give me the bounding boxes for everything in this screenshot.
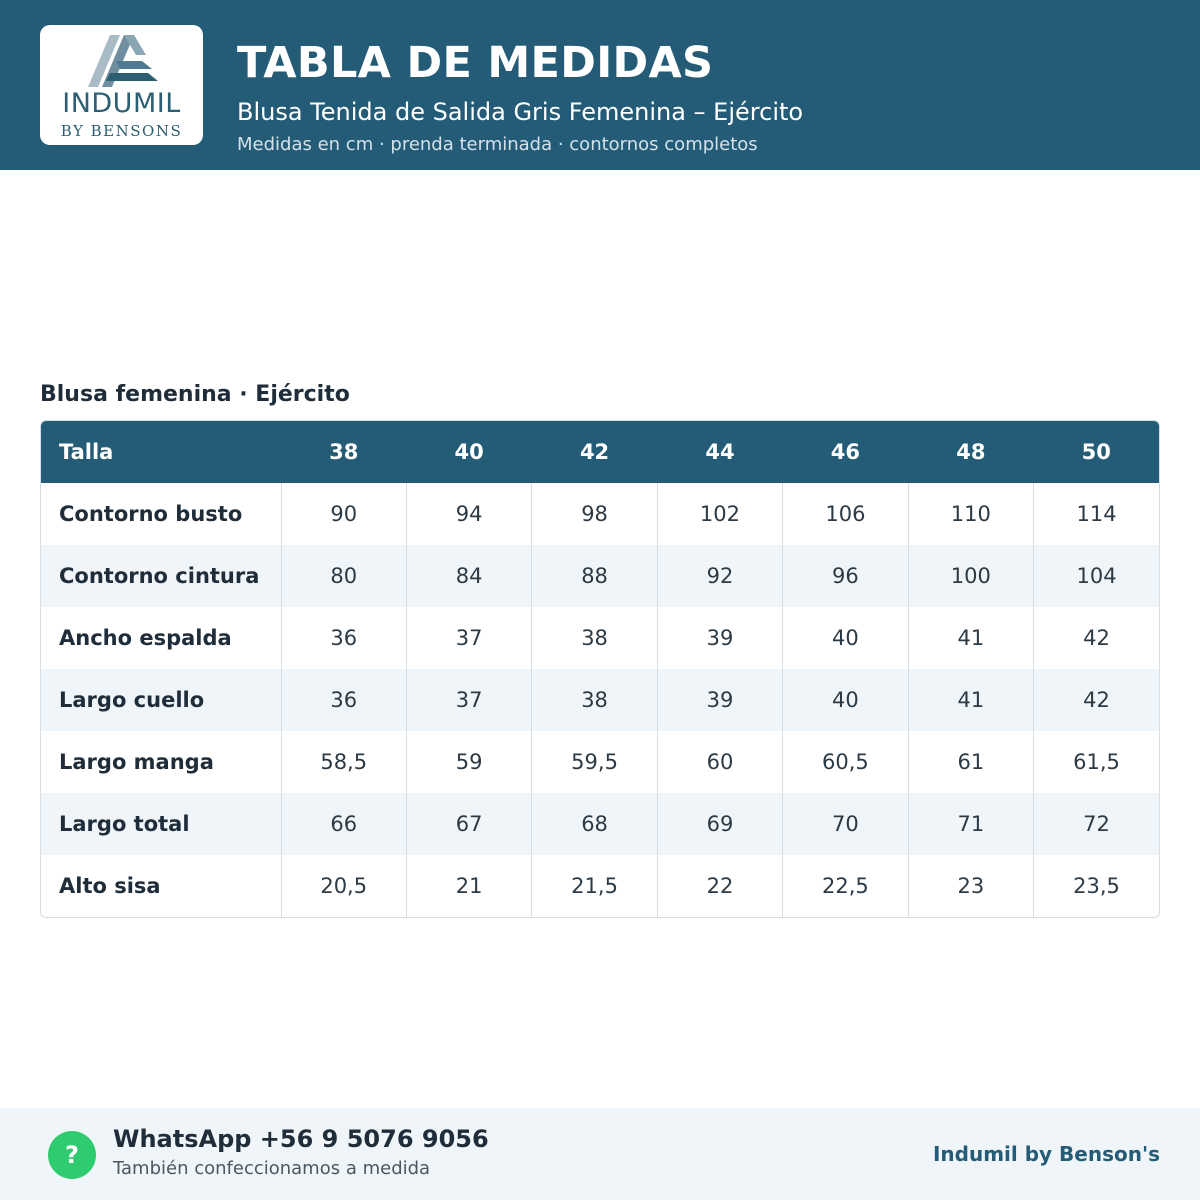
logo-subtitle: BY BENSONS	[60, 122, 183, 140]
table-cell: 104	[1034, 545, 1159, 607]
table-body	[41, 483, 1159, 917]
table-cell: 59,5	[532, 731, 657, 793]
table-cell: 60,5	[783, 731, 908, 793]
whatsapp-icon[interactable]: ?	[48, 1131, 96, 1179]
header-cell-size: 50	[1034, 421, 1159, 483]
table-cell: 94	[406, 483, 531, 545]
table-cell: 42	[1034, 669, 1159, 731]
table-cell: 70	[783, 793, 908, 855]
custom-tailoring-note: También confeccionamos a medida	[113, 1158, 431, 1179]
header-cell-size: 48	[908, 421, 1033, 483]
row-label: Contorno cintura	[41, 545, 281, 607]
table-cell: 84	[406, 545, 531, 607]
table-cell: 102	[657, 483, 782, 545]
logo-name: INDUMIL	[62, 88, 181, 119]
table-row	[41, 793, 1159, 855]
table-cell: 38	[532, 607, 657, 669]
table-cell: 22	[657, 855, 782, 917]
table-cell: 22,5	[783, 855, 908, 917]
table-cell: 36	[281, 669, 406, 731]
table-cell: 66	[281, 793, 406, 855]
table-cell: 42	[1034, 607, 1159, 669]
header-cell-size: 46	[783, 421, 908, 483]
table-cell: 61,5	[1034, 731, 1159, 793]
row-label: Ancho espalda	[59, 626, 232, 650]
table-cell: 41	[908, 607, 1033, 669]
table-cell: 71	[908, 793, 1033, 855]
table-row	[41, 545, 1159, 607]
header-cell-size: 44	[657, 421, 782, 483]
row-label: Largo manga	[59, 750, 214, 774]
table-cell: 21,5	[532, 855, 657, 917]
table-row	[41, 669, 1159, 731]
table-cell: 39	[657, 669, 782, 731]
header-cell-size: 38	[281, 421, 406, 483]
table-cell: 110	[908, 483, 1033, 545]
table-cell: 80	[281, 545, 406, 607]
table-cell: 72	[1034, 793, 1159, 855]
table-cell: 90	[281, 483, 406, 545]
table-cell: 23,5	[1034, 855, 1159, 917]
table-cell: 40	[783, 607, 908, 669]
table-header-row	[41, 421, 1159, 483]
table-cell: 37	[406, 669, 531, 731]
table-cell: 88	[532, 545, 657, 607]
table-cell: 69	[657, 793, 782, 855]
table-cell: 38	[532, 669, 657, 731]
row-label: Largo total	[41, 793, 281, 855]
table-cell: 39	[657, 607, 782, 669]
table-cell: 92	[657, 545, 782, 607]
page-title: TABLA DE MEDIDAS	[237, 38, 714, 88]
row-label: Largo cuello	[41, 669, 281, 731]
table-section-title: Blusa femenina · Ejército	[40, 382, 350, 407]
table-cell: 114	[1034, 483, 1159, 545]
table-row	[41, 855, 1159, 917]
row-label: Contorno busto	[59, 502, 243, 526]
table-cell: 100	[908, 545, 1033, 607]
table-cell: 41	[908, 669, 1033, 731]
header-cell-size-label: Talla	[41, 421, 281, 483]
brand-logo	[40, 25, 203, 145]
header	[0, 0, 1200, 170]
table-cell: 98	[532, 483, 657, 545]
table-cell: 40	[783, 669, 908, 731]
size-table	[40, 420, 1160, 918]
table-cell: 20,5	[281, 855, 406, 917]
size-table-grid	[41, 421, 1159, 917]
table-cell: 60	[657, 731, 782, 793]
header-cell-size: 40	[406, 421, 531, 483]
product-subtitle: Blusa Tenida de Salida Gris Femenina – Ejército	[237, 98, 804, 126]
table-row	[41, 483, 1159, 545]
table-cell: 68	[532, 793, 657, 855]
measurement-note: Medidas en cm · prenda terminada · contornos completos	[237, 134, 758, 155]
whatsapp-contact[interactable]: WhatsApp +56 9 5076 9056	[113, 1125, 489, 1153]
logo-mark-icon	[80, 31, 164, 91]
table-cell: 23	[908, 855, 1033, 917]
table-row	[41, 607, 1159, 669]
table-cell: 59	[406, 731, 531, 793]
footer	[0, 1108, 1200, 1200]
table-row	[41, 731, 1159, 793]
row-label: Alto sisa	[59, 874, 161, 898]
footer-brand: Indumil by Benson's	[932, 1142, 1160, 1166]
table-cell: 37	[406, 607, 531, 669]
table-cell: 58,5	[281, 731, 406, 793]
table-cell: 61	[908, 731, 1033, 793]
table-cell: 106	[783, 483, 908, 545]
table-cell: 36	[281, 607, 406, 669]
table-cell: 67	[406, 793, 531, 855]
table-cell: 96	[783, 545, 908, 607]
table-cell: 21	[406, 855, 531, 917]
header-cell-size: 42	[532, 421, 657, 483]
